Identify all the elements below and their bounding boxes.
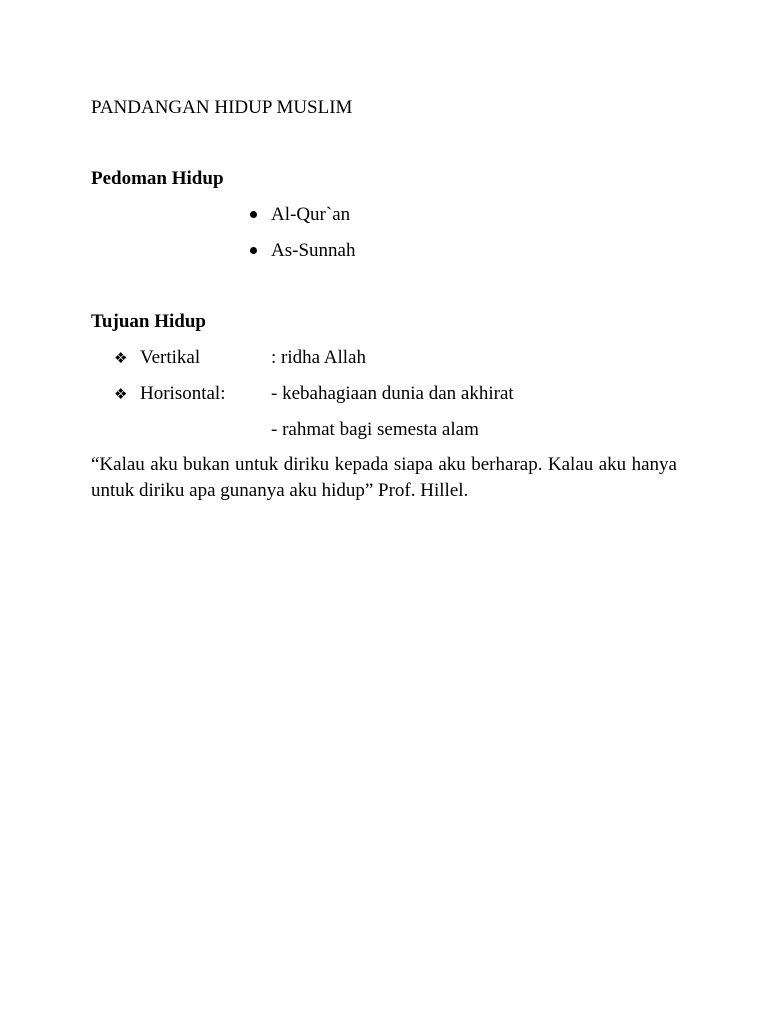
list-item-label: As-Sunnah [271, 240, 356, 261]
tujuan-value-horisontal-1: - kebahagiaan dunia dan akhirat [271, 383, 514, 404]
document-title: PANDANGAN HIDUP MUSLIM [91, 97, 353, 118]
quote-paragraph: “Kalau aku bukan untuk diriku kepada siapa aku berharap. Kalau aku hanya untuk diriku apa gunanya aku hidup” Prof. Hillel. [91, 454, 677, 501]
bullet-icon [250, 247, 257, 254]
tujuan-value-horisontal-2: - rahmat bagi semesta alam [271, 419, 479, 440]
diamond-bullet-icon: ❖ [114, 385, 128, 403]
tujuan-heading: Tujuan Hidup [91, 311, 206, 332]
list-item-label: Al-Qur`an [271, 204, 351, 225]
bullet-icon [250, 211, 257, 218]
diamond-bullet-icon: ❖ [114, 349, 128, 367]
tujuan-label-horisontal: Horisontal: [140, 383, 226, 404]
pedoman-heading: Pedoman Hidup [91, 168, 224, 189]
tujuan-value-vertikal: : ridha Allah [271, 347, 366, 368]
tujuan-label-vertikal: Vertikal [140, 347, 201, 368]
